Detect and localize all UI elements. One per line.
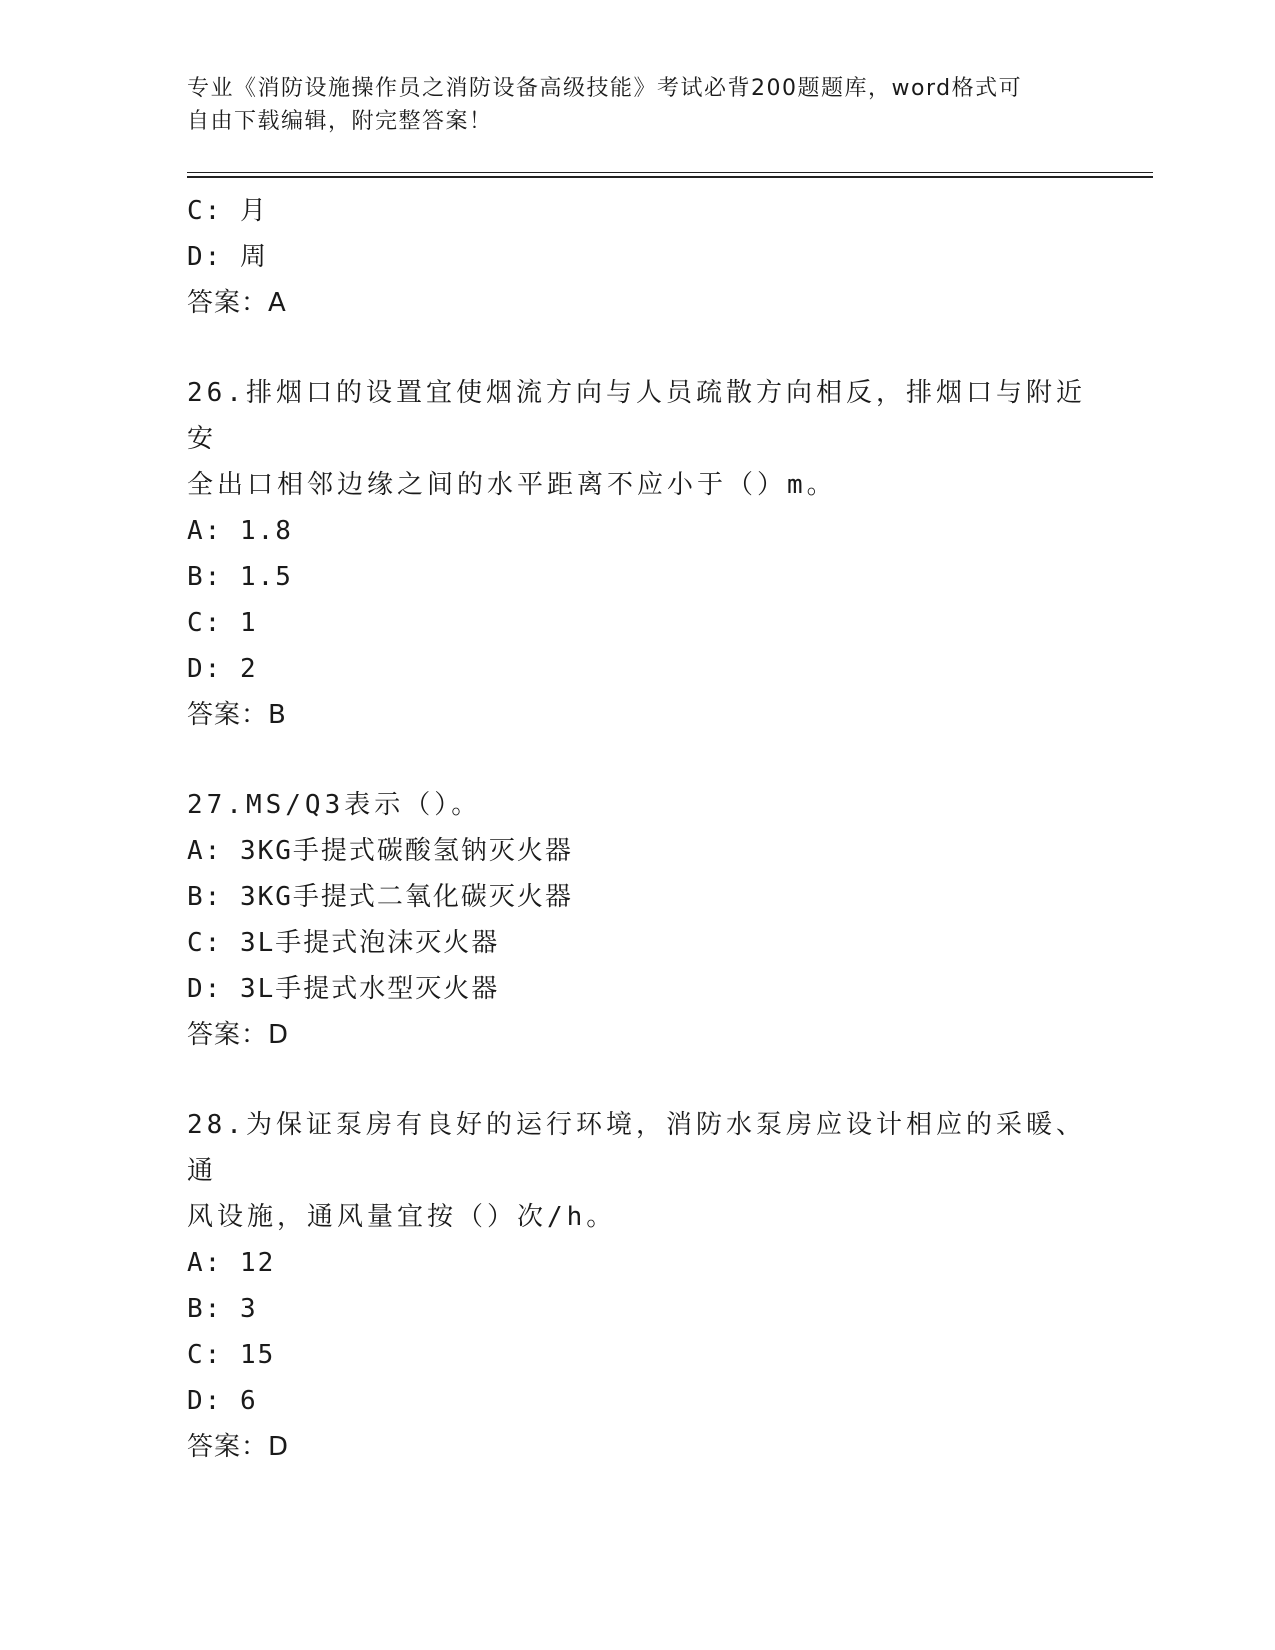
question-25-continued [187,188,1087,326]
question-text-line-2: 全出口相邻边缘之间的水平距离不应小于（）m。 [187,470,837,500]
option-d: D: 2 [187,654,258,684]
question-text-line-1: 28.为保证泵房有良好的运行环境，消防水泵房应设计相应的采暖、通 [187,1110,1086,1186]
option-b: B: 1.5 [187,562,293,592]
option-b: B: 3 [187,1294,258,1324]
question-list [187,188,1087,1470]
header-divider-bottom [187,176,1153,178]
option-d: D: 3L手提式水型灭火器 [187,974,500,1004]
answer-line: 答案：D [187,1020,290,1050]
option-c: C: 15 [187,1340,276,1370]
option-d: D: 周 [187,242,268,272]
option-b: B: 3KG手提式二氧化碳灭火器 [187,882,573,912]
question-text-line-1: 27.MS/Q3表示（）。 [187,790,482,820]
option-c: C: 1 [187,608,258,638]
question-text-line-1: 26.排烟口的设置宜使烟流方向与人员疏散方向相反，排烟口与附近安 [187,378,1086,454]
answer-line: 答案：B [187,700,287,730]
answer-line: 答案：A [187,288,287,318]
answer-line: 答案：D [187,1432,290,1462]
option-a: A: 1.8 [187,516,293,546]
option-c: C: 月 [187,196,268,226]
question-27 [187,782,1087,1058]
option-a: A: 3KG手提式碳酸氢钠灭火器 [187,836,573,866]
question-28 [187,1102,1087,1470]
header-divider-top [187,172,1153,173]
question-26 [187,370,1087,738]
question-text-line-2: 风设施，通风量宜按（）次/h。 [187,1202,617,1232]
option-c: C: 3L手提式泡沫灭火器 [187,928,500,958]
option-a: A: 12 [187,1248,276,1278]
document-header [187,72,1067,138]
option-d: D: 6 [187,1386,258,1416]
header-line-1: 专业《消防设施操作员之消防设备高级技能》考试必背200题题库，word格式可 [187,76,1023,101]
header-line-2: 自由下载编辑，附完整答案！ [187,109,493,134]
